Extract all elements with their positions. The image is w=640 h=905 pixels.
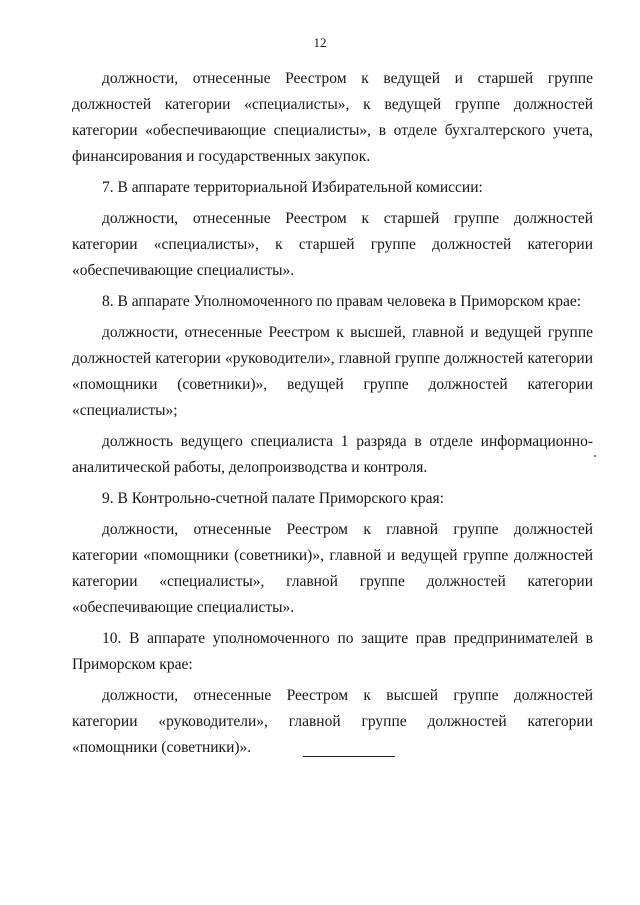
paragraph-item-8-positions: должности, отнесенные Реестром к высшей, главной и ведущей группе должностей категории «руководители», главной группе должностей категории «помощники (советники)», ведущей группе должностей категории «специалисты»; [72,324,593,419]
paragraph-item-7-heading: 7. В аппарате территориальной Избирательной комиссии: [102,179,483,196]
paragraph-item-9-heading: 9. В Контрольно-счетной палате Приморского края: [102,490,444,507]
paragraph-accounting-positions: должности, отнесенные Реестром к ведущей и старшей группе должностей категории «специалисты», к ведущей группе должностей категории «обеспечивающие специалисты», в отделе бухгалтерского учета, финансирования и государственных закупок. [72,70,593,165]
paragraph-item-10-positions: должности, отнесенные Реестром к высшей группе должностей категории «руководители», главной группе должностей категории «помощники (советники)». [72,687,593,756]
scan-speck [594,455,596,457]
paragraph-item-10-heading: 10. В аппарате уполномоченного по защите прав предпринимателей в Приморском крае: [72,630,593,673]
paragraph-item-9-positions: должности, отнесенные Реестром к главной группе должностей категории «помощники (советники)», главной и ведущей группе должностей категории «специалисты», главной группе должностей категории «обеспечивающие специалисты». [72,521,593,616]
page-number: 12 [313,35,327,50]
document-body [72,66,593,761]
end-divider-line [303,756,395,757]
paragraph-item-8-heading: 8. В аппарате Уполномоченного по правам человека в Приморском крае: [102,293,582,310]
paragraph-item-8-specialist: должность ведущего специалиста 1 разряда в отделе информационно-аналитической работы, делопроизводства и контроля. [72,433,593,476]
paragraph-item-7-positions: должности, отнесенные Реестром к старшей группе должностей категории «специалисты», к старшей группе должностей категории «обеспечивающие специалисты». [72,210,593,279]
